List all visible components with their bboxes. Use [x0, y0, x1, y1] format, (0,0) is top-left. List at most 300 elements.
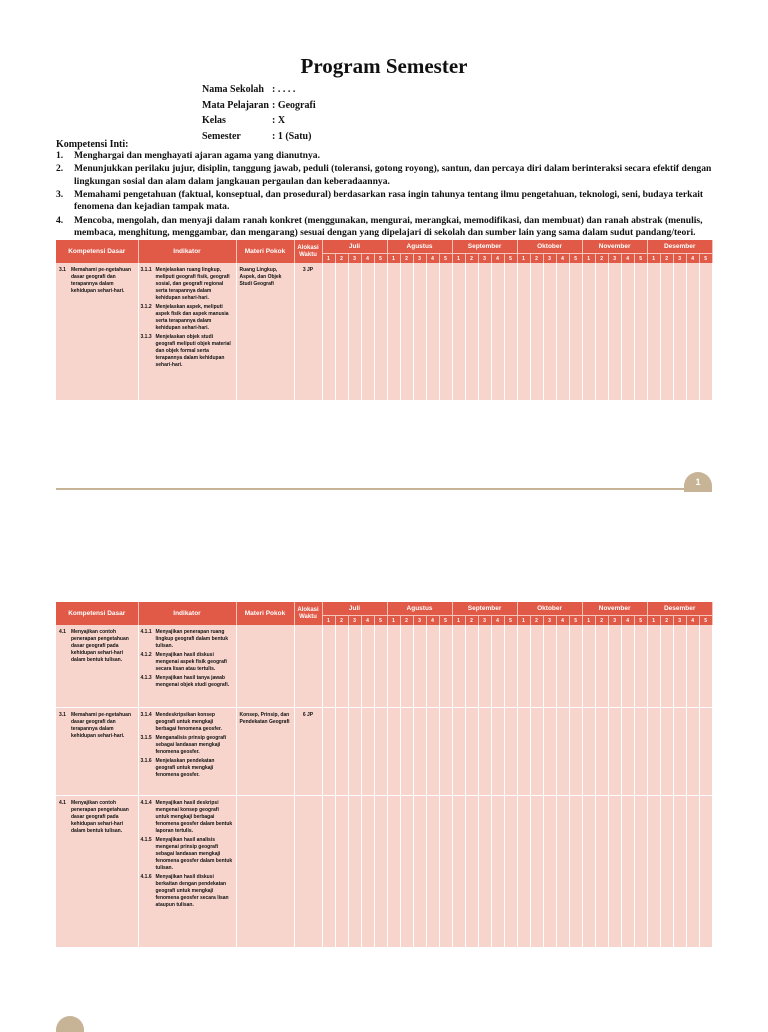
indicator-entry: [141, 758, 234, 779]
week-cell: [634, 625, 647, 707]
header-week: 2: [660, 254, 673, 264]
header-row: [56, 240, 712, 254]
header-week: 2: [530, 254, 543, 264]
header-week: 5: [699, 254, 712, 264]
header-week: 4: [686, 616, 699, 626]
week-cell: [686, 707, 699, 795]
week-cell: [413, 707, 426, 795]
week-cell: [647, 707, 660, 795]
week-cell: [491, 795, 504, 947]
kd-number: 3.1: [59, 711, 66, 718]
week-cell: [478, 707, 491, 795]
week-cell: [413, 625, 426, 707]
week-cell: [543, 707, 556, 795]
meta-value: : . . . .: [272, 84, 296, 95]
header-week: 3: [478, 616, 491, 626]
kompetensi-inti-text: Menghargai dan menghayati ajaran agama yang dianutnya.: [74, 150, 320, 161]
week-cell: [569, 625, 582, 707]
indicator-entry: [141, 652, 234, 673]
week-cell: [530, 625, 543, 707]
meta-row: [202, 98, 316, 114]
header-week: 2: [530, 616, 543, 626]
week-cell: [322, 625, 335, 707]
week-cell: [439, 707, 452, 795]
cell-alokasi-waktu: 3 JP: [294, 263, 322, 400]
header-week: 4: [491, 254, 504, 264]
kd-number: 3.1: [59, 267, 66, 273]
week-cell: [569, 263, 582, 400]
week-cell: [413, 795, 426, 947]
week-cell: [387, 625, 400, 707]
header-week: 3: [608, 254, 621, 264]
week-cell: [673, 625, 686, 707]
week-cell: [686, 263, 699, 400]
header-materi-pokok: Materi Pokok: [236, 240, 294, 263]
week-cell: [517, 707, 530, 795]
week-cell: [634, 263, 647, 400]
indicator-number: 4.1.4: [140, 799, 152, 806]
header-week: 2: [595, 254, 608, 264]
week-cell: [426, 625, 439, 707]
week-cell: [569, 707, 582, 795]
indicator-entry: [141, 304, 234, 332]
header-week: 3: [543, 254, 556, 264]
header-week: 2: [400, 616, 413, 626]
kompetensi-inti-text: Menunjukkan perilaku jujur, disiplin, tanggung jawab, peduli (toleransi, gotong royong), santun, dan percaya diri dalam berinteraksi secara efektif dengan lingkungan sosial dan alam dalam jangkauan pergaulan dan keberadaannya.: [74, 163, 712, 187]
header-week: 5: [569, 254, 582, 264]
header-week: 1: [582, 616, 595, 626]
week-cell: [439, 795, 452, 947]
week-cell: [530, 707, 543, 795]
meta-value: : X: [272, 115, 286, 126]
header-week: 2: [465, 254, 478, 264]
week-cell: [595, 625, 608, 707]
week-cell: [426, 795, 439, 947]
header-month: November: [582, 602, 647, 616]
header-week: 4: [686, 254, 699, 264]
header-kompetensi-dasar: Kompetensi Dasar: [56, 602, 138, 625]
program-table-page-2: [56, 602, 713, 948]
cell-materi-pokok: [236, 795, 294, 947]
header-week: 3: [413, 254, 426, 264]
week-cell: [400, 707, 413, 795]
header-week: 5: [439, 616, 452, 626]
indicator-text: Menjelaskan objek studi geografi meliputi objek material dan objek formal serta terapannya dalam kehidupan sehari-hari.: [155, 334, 231, 368]
header-week: 5: [634, 616, 647, 626]
indicator-entry: [141, 837, 234, 872]
week-cell: [556, 263, 569, 400]
header-week: 3: [478, 254, 491, 264]
week-cell: [543, 625, 556, 707]
week-cell: [348, 263, 361, 400]
header-week: 3: [348, 616, 361, 626]
week-cell: [439, 263, 452, 400]
week-cell: [452, 795, 465, 947]
week-cell: [400, 625, 413, 707]
header-indikator: Indikator: [138, 240, 236, 263]
header-week: 2: [660, 616, 673, 626]
week-cell: [530, 795, 543, 947]
header-week: 1: [517, 254, 530, 264]
meta-row: [202, 82, 316, 98]
table-row: [56, 795, 712, 947]
header-week: 4: [491, 616, 504, 626]
week-cell: [621, 625, 634, 707]
week-cell: [374, 795, 387, 947]
week-cell: [621, 263, 634, 400]
kd-entry: [59, 712, 135, 740]
week-cell: [374, 625, 387, 707]
indicator-text: Menjelaskan pendekatan geografi untuk mengkaji fenomena geosfer.: [155, 757, 215, 778]
indicator-entry: [141, 267, 234, 302]
indicator-number: 4.1.2: [140, 652, 152, 658]
cell-indikator: [138, 795, 236, 947]
week-cell: [582, 707, 595, 795]
cell-kompetensi-dasar: [56, 707, 138, 795]
header-month: Oktober: [517, 602, 582, 616]
week-cell: [322, 795, 335, 947]
week-cell: [348, 707, 361, 795]
header-week: 1: [647, 616, 660, 626]
week-cell: [608, 263, 621, 400]
page-divider: [56, 488, 688, 490]
week-cell: [387, 263, 400, 400]
week-cell: [673, 795, 686, 947]
indicator-entry: [141, 735, 234, 756]
week-cell: [465, 263, 478, 400]
week-cell: [608, 795, 621, 947]
header-week: 5: [504, 616, 517, 626]
week-cell: [400, 795, 413, 947]
header-week: 4: [556, 616, 569, 626]
indicator-text: Menjelaskan aspek, meliputi aspek fisik dan aspek manusia serta terapannya dalam kehidupan sehari-hari.: [155, 304, 229, 331]
header-week: 2: [465, 616, 478, 626]
header-month: September: [452, 602, 517, 616]
header-week: 3: [673, 616, 686, 626]
header-week: 3: [348, 254, 361, 264]
week-cell: [361, 263, 374, 400]
week-cell: [595, 707, 608, 795]
week-cell: [582, 625, 595, 707]
week-cell: [634, 795, 647, 947]
header-week: 4: [361, 254, 374, 264]
header-month: Juli: [322, 240, 387, 254]
week-cell: [335, 795, 348, 947]
week-cell: [361, 795, 374, 947]
indicator-entry: [141, 874, 234, 909]
header-row: [56, 602, 712, 616]
week-cell: [569, 795, 582, 947]
week-cell: [621, 795, 634, 947]
header-week: 1: [517, 616, 530, 626]
week-cell: [348, 625, 361, 707]
week-cell: [426, 263, 439, 400]
meta-value: : Geografi: [272, 99, 316, 111]
header-week: 2: [335, 254, 348, 264]
week-cell: [647, 795, 660, 947]
meta-label: Nama Sekolah: [202, 84, 264, 95]
header-month: Desember: [647, 240, 712, 254]
meta-label: Mata Pelajaran: [202, 99, 269, 111]
week-cell: [478, 263, 491, 400]
week-cell: [478, 625, 491, 707]
header-month: Desember: [647, 602, 712, 616]
header-week: 3: [543, 616, 556, 626]
week-cell: [582, 795, 595, 947]
week-cell: [660, 795, 673, 947]
cell-alokasi-waktu: 6 JP: [294, 707, 322, 795]
header-week: 2: [400, 254, 413, 264]
header-week: 5: [374, 616, 387, 626]
week-cell: [465, 707, 478, 795]
week-cell: [348, 795, 361, 947]
kompetensi-inti-text: Mencoba, mengolah, dan menyaji dalam ranah konkret (menggunakan, mengurai, merangkai, memodifikasi, dan membuat) dan ranah abstrak (menulis, membaca, menghitung, menggambar, dan mengarang) sesuai dengan yang dipelajari di sekolah dan sumber lain yang sama dalam sudut pandang/teori.: [74, 214, 703, 238]
week-cell: [335, 263, 348, 400]
week-cell: [374, 707, 387, 795]
document-meta: [202, 82, 316, 144]
header-month: Agustus: [387, 602, 452, 616]
week-cell: [595, 263, 608, 400]
indicator-number: 4.1.5: [140, 836, 152, 843]
header-materi-pokok: Materi Pokok: [236, 602, 294, 625]
header-month: November: [582, 240, 647, 254]
cell-kompetensi-dasar: [56, 625, 138, 707]
week-cell: [556, 625, 569, 707]
week-cell: [686, 625, 699, 707]
header-week: 4: [426, 616, 439, 626]
kompetensi-inti-text: Memahami pengetahuan (faktual, konseptual, dan prosedural) berdasarkan rasa ingin tahunya tentang ilmu pengetahuan, teknologi, seni, budaya terkait fenomena dan kejadian tampak mata.: [74, 188, 704, 213]
header-alokasi-waktu: Alokasi Waktu: [294, 602, 322, 625]
header-week: 5: [374, 254, 387, 264]
week-cell: [504, 707, 517, 795]
week-cell: [426, 707, 439, 795]
week-cell: [374, 263, 387, 400]
header-indikator: Indikator: [138, 602, 236, 625]
header-week: 2: [595, 616, 608, 626]
header-month: Oktober: [517, 240, 582, 254]
week-cell: [543, 795, 556, 947]
header-week: 5: [699, 616, 712, 626]
table-row: [56, 625, 712, 707]
header-kompetensi-dasar: Kompetensi Dasar: [56, 240, 138, 263]
header-month: Juli: [322, 602, 387, 616]
week-cell: [699, 707, 712, 795]
week-cell: [387, 795, 400, 947]
cell-materi-pokok: Ruang Lingkup, Aspek, dan Objek Studi Geografi: [236, 263, 294, 400]
week-cell: [504, 795, 517, 947]
indicator-entry: [141, 675, 234, 689]
meta-row: [202, 129, 316, 145]
indicator-entry: [141, 712, 234, 733]
week-cell: [699, 625, 712, 707]
indicator-entry: [141, 629, 234, 650]
indicator-number: 4.1.1: [140, 629, 152, 635]
kd-entry: [59, 629, 135, 664]
cell-indikator: [138, 625, 236, 707]
week-cell: [491, 263, 504, 400]
indicator-number: 4.1.3: [140, 675, 152, 681]
week-cell: [387, 707, 400, 795]
kd-text: Menyajikan contoh penerapan pengetahuan dasar geografi pada kehidupan sehari-hari dalam bentuk tulisan.: [71, 799, 129, 834]
kompetensi-inti-label: Kompetensi Inti:: [56, 139, 129, 150]
header-week: 3: [608, 616, 621, 626]
week-cell: [504, 625, 517, 707]
kd-text: Memahami pe-ngetahuan dasar geografi dan terapannya dalam kehidupan sehari-hari.: [71, 711, 132, 739]
kompetensi-inti-item: [56, 189, 716, 213]
indicator-text: Menjelaskan ruang lingkup, meliputi geografi fisik, geografi sosial, dan geografi regional serta terapannya dalam kehidupan sehari-hari.: [155, 267, 230, 301]
header-week: 5: [569, 616, 582, 626]
header-week: 5: [439, 254, 452, 264]
week-cell: [543, 263, 556, 400]
week-cell: [660, 707, 673, 795]
header-alokasi-waktu: Alokasi Waktu: [294, 240, 322, 263]
week-cell: [491, 625, 504, 707]
week-cell: [556, 707, 569, 795]
cell-indikator: [138, 707, 236, 795]
indicator-number: 3.1.3: [140, 334, 152, 340]
indicator-text: Menyajikan hasil deskripsi mengenai konsep geografi untuk mengkaji berbagai fenomena geosfer dalam bentuk laporan tertulis.: [155, 799, 233, 834]
kd-number: 4.1: [59, 629, 66, 635]
week-cell: [530, 263, 543, 400]
week-cell: [465, 625, 478, 707]
week-cell: [699, 263, 712, 400]
header-month: September: [452, 240, 517, 254]
week-cell: [400, 263, 413, 400]
week-cell: [660, 263, 673, 400]
header-month: Agustus: [387, 240, 452, 254]
week-cell: [647, 625, 660, 707]
header-week: 3: [413, 616, 426, 626]
header-week: 5: [504, 254, 517, 264]
header-week: 4: [621, 254, 634, 264]
page-title: Program Semester: [300, 54, 468, 78]
cell-indikator: [138, 263, 236, 400]
header-week: 4: [556, 254, 569, 264]
week-cell: [647, 263, 660, 400]
week-cell: [465, 795, 478, 947]
kompetensi-inti-item: [56, 163, 716, 187]
cell-kompetensi-dasar: [56, 263, 138, 400]
week-cell: [556, 795, 569, 947]
table-row: [56, 707, 712, 795]
header-week: 4: [621, 616, 634, 626]
week-cell: [322, 707, 335, 795]
cell-materi-pokok: Konsep, Prinsip, dan Pendekatan Geografi: [236, 707, 294, 795]
kd-text: Memahami pe-ngetahuan dasar geografi dan terapannya dalam kehidupan sehari-hari.: [71, 267, 132, 294]
week-cell: [673, 263, 686, 400]
week-cell: [439, 625, 452, 707]
week-cell: [361, 707, 374, 795]
header-week: 1: [582, 254, 595, 264]
indicator-entry: [141, 334, 234, 369]
indicator-text: Menyajikan penerapan ruang lingkup geografi dalam bentuk tulisan.: [155, 629, 229, 649]
program-table-page-1: [56, 240, 713, 401]
cell-materi-pokok: [236, 625, 294, 707]
header-week: 4: [361, 616, 374, 626]
indicator-text: Menyajikan hasil diskusi mengenai aspek fisik geografi secara lisan atau tertulis.: [155, 652, 227, 672]
kompetensi-inti-number: 3.: [56, 188, 64, 200]
week-cell: [634, 707, 647, 795]
indicator-entry: [141, 800, 234, 835]
header-week: 3: [673, 254, 686, 264]
indicator-number: 3.1.4: [140, 711, 152, 718]
week-cell: [517, 795, 530, 947]
indicator-text: Menganalisis prinsip geografi sebagai landasan mengkaji fenomena geosfer.: [155, 734, 227, 755]
header-week: 1: [452, 254, 465, 264]
kompetensi-inti-item: [56, 215, 716, 239]
indicator-number: 3.1.6: [140, 757, 152, 764]
page-number-badge: 1: [684, 472, 712, 492]
header-week: 1: [322, 616, 335, 626]
kompetensi-inti-item: [56, 150, 716, 162]
meta-value: : 1 (Satu): [272, 130, 312, 142]
indicator-number: 3.1.2: [140, 304, 152, 310]
week-cell: [621, 707, 634, 795]
header-week: 1: [387, 616, 400, 626]
header-week: 1: [452, 616, 465, 626]
week-cell: [335, 707, 348, 795]
week-cell: [517, 625, 530, 707]
header-week: 2: [335, 616, 348, 626]
week-cell: [608, 625, 621, 707]
week-cell: [335, 625, 348, 707]
kd-entry: [59, 267, 135, 295]
week-cell: [413, 263, 426, 400]
header-week: 4: [426, 254, 439, 264]
week-cell: [452, 707, 465, 795]
week-cell: [478, 795, 491, 947]
header-week: 1: [387, 254, 400, 264]
week-cell: [595, 795, 608, 947]
kompetensi-inti-list: [56, 150, 716, 240]
indicator-text: Mendeskripsikan konsep geografi untuk mengkaji berbagai fenomena geosfer.: [155, 711, 222, 732]
week-cell: [582, 263, 595, 400]
header-week: 1: [322, 254, 335, 264]
kd-number: 4.1: [59, 799, 66, 806]
meta-row: [202, 113, 316, 129]
header-week: 1: [647, 254, 660, 264]
week-cell: [452, 625, 465, 707]
indicator-text: Menyajikan hasil diskusi berkaitan dengan pendekatan geografi untuk mengkaji fenomena geosfer secara lisan ataupun tulisan.: [155, 873, 229, 908]
kd-text: Menyajikan contoh penerapan pengetahuan dasar geografi pada kehidupan sehari-hari dalam bentuk tulisan.: [71, 629, 129, 663]
meta-label: Semester: [202, 130, 241, 142]
kompetensi-inti-number: 4.: [56, 214, 64, 226]
cell-alokasi-waktu: [294, 625, 322, 707]
week-cell: [673, 707, 686, 795]
header-week: 5: [634, 254, 647, 264]
cell-kompetensi-dasar: [56, 795, 138, 947]
cell-alokasi-waktu: [294, 795, 322, 947]
week-cell: [660, 625, 673, 707]
week-cell: [517, 263, 530, 400]
week-cell: [452, 263, 465, 400]
page-number-badge-2: [56, 1016, 84, 1032]
indicator-number: 4.1.6: [140, 873, 152, 880]
week-cell: [361, 625, 374, 707]
week-cell: [322, 263, 335, 400]
indicator-text: Menyajikan hasil tanya jawab mengenai objek studi geografi.: [155, 675, 230, 688]
kompetensi-inti-number: 1.: [56, 150, 64, 161]
week-cell: [504, 263, 517, 400]
week-cell: [686, 795, 699, 947]
table-row: [56, 263, 712, 400]
kompetensi-inti-number: 2.: [56, 163, 64, 175]
kd-entry: [59, 800, 135, 835]
week-cell: [608, 707, 621, 795]
meta-label: Kelas: [202, 115, 226, 126]
indicator-number: 3.1.1: [140, 267, 152, 273]
indicator-text: Menyajikan hasil analisis mengenai prinsip geografi sebagai landasan mengkaji fenomena geosfer dalam bentuk tulisan.: [155, 836, 233, 871]
